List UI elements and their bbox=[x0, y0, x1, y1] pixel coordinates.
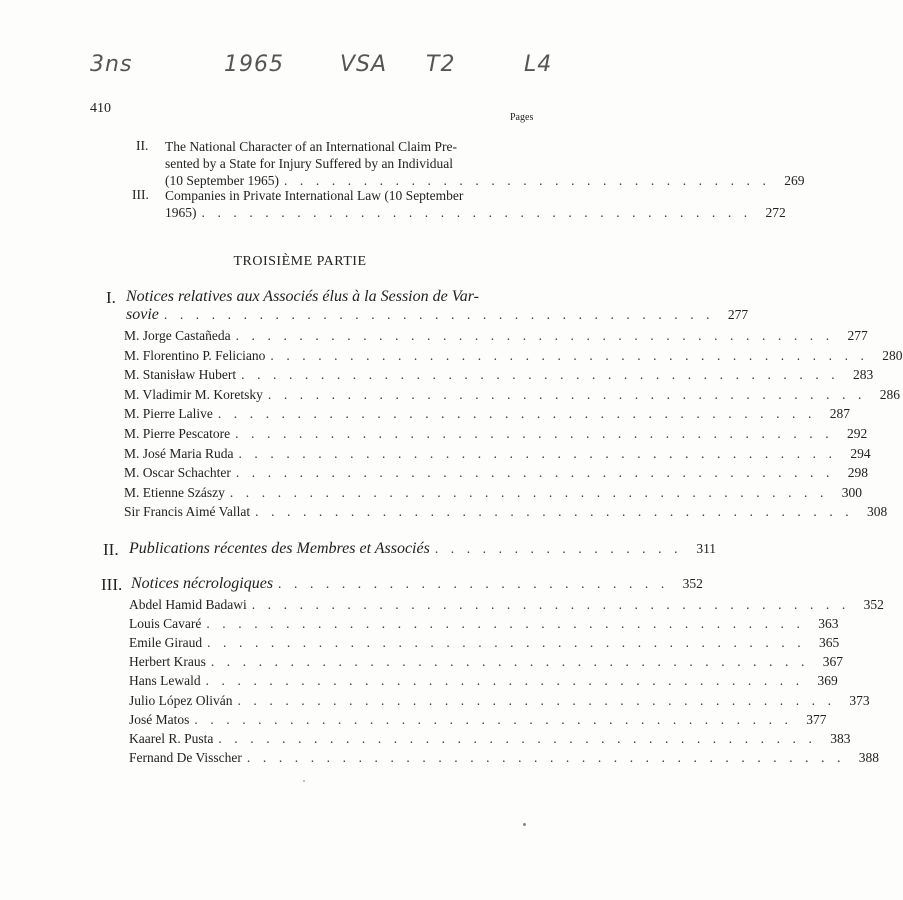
leader-dots: . . . . . . . . . . . . . . . . . . . . . . . . . . . . . . . . . . . . . . bbox=[251, 597, 850, 612]
toc-item-name: M. Florentino P. Feliciano bbox=[124, 347, 266, 363]
speck bbox=[523, 823, 526, 826]
toc-item[interactable] bbox=[124, 347, 903, 364]
page-ref: 352 bbox=[863, 597, 884, 612]
toc-item-name: M. José Maria Ruda bbox=[124, 445, 234, 461]
leader-dots: . . . . . . . . . . . . . . . . . . . . . . . . . . . . . . . . . . . . . . bbox=[205, 673, 804, 689]
entry-roman-iii: III. bbox=[132, 187, 149, 202]
page-ref: 280 bbox=[882, 347, 903, 363]
page-ref: 286 bbox=[879, 386, 900, 402]
toc-item[interactable] bbox=[124, 367, 874, 383]
toc-item-name: M. Pierre Pescatore bbox=[124, 426, 231, 441]
toc-item[interactable] bbox=[129, 749, 880, 766]
toc-item[interactable] bbox=[129, 673, 838, 689]
toc-item[interactable] bbox=[129, 730, 851, 747]
leader-dots: . . . . . . . . . . . . . . . . . . . . . . . . . . . . . . . . . . . . . . bbox=[238, 445, 837, 461]
handwritten-note-2: 1965 bbox=[224, 52, 284, 77]
leader-dots: . . . . . . . . . . . . . . . . . . . . . . . . . . . . . . . . . . . . . . bbox=[194, 711, 793, 727]
page-ref: 352 bbox=[682, 576, 703, 591]
leader-dots: . . . . . . . . . . . . . . . . . . . . . . . . . . . . . . . . . . . . . . bbox=[267, 386, 866, 402]
leader-dots: . . . . . . . . . . . . . . . . . . . . . . . . . . . . . . . . . . . . . . bbox=[217, 406, 816, 422]
toc-item-name: M. Pierre Lalive bbox=[124, 406, 213, 422]
toc-item-name: Hans Lewald bbox=[129, 673, 201, 689]
leader-dots: . . . . . . . . . . . . . . . . . . . . . . . . . . . . . . . bbox=[283, 173, 771, 188]
entry-line: Companies in Private International Law (10 September bbox=[165, 188, 464, 203]
toc-item-name: Sir Francis Aimé Vallat bbox=[124, 504, 251, 520]
leader-dots: . . . . . . . . . . . . . . . . . . . . . . . . . . . . . . . . . . . bbox=[201, 205, 752, 220]
leader-dots: . . . . . . . . . . . . . . . . . . . . . . . . . . . . . . . . . . . . . . bbox=[235, 426, 834, 441]
page-ref: 308 bbox=[867, 504, 888, 520]
toc-item-name: M. Oscar Schachter bbox=[124, 465, 231, 481]
leader-dots: . . . . . . . . . . . . . . . . . . . . . . . . . . . . . . . . . . . . . . bbox=[207, 635, 806, 651]
entry-roman-ii: II. bbox=[136, 138, 149, 153]
section-roman-ii: II. bbox=[103, 540, 119, 559]
section-title-publications[interactable] bbox=[129, 540, 717, 558]
page-ref: 294 bbox=[850, 445, 871, 461]
speck bbox=[303, 780, 305, 782]
toc-item-name: Herbert Kraus bbox=[129, 654, 206, 670]
page-ref: 383 bbox=[830, 730, 851, 746]
toc-item[interactable] bbox=[124, 426, 868, 442]
leader-dots: . . . . . . . . . . . . . . . . . . . . . . . . . . . . . . . . . . . . . . bbox=[241, 367, 840, 383]
leader-dots: . . . . . . . . . . . . . . . . . . . . . . . . . . . . . . . . . . . . . . bbox=[235, 328, 834, 343]
page-ref: 363 bbox=[818, 616, 839, 632]
section-roman-iii: III. bbox=[101, 575, 123, 594]
entry-line: sented by a State for Injury Suffered by an Individual bbox=[165, 156, 454, 171]
leader-dots: . . . . . . . . . . . . . . . . . . . . . . . . . . . . . . . . . . . . . . bbox=[218, 730, 817, 746]
leader-dots: . . . . . . . . . . . . . . . . . . . . . . . . . . . . . . . . . . . . . . bbox=[210, 654, 809, 670]
section-title-line: sovie bbox=[126, 306, 159, 323]
page-ref: 377 bbox=[806, 711, 827, 727]
toc-item-name: M. Vladimir M. Koretsky bbox=[124, 386, 263, 402]
page-ref: 292 bbox=[846, 426, 868, 441]
page-ref: 283 bbox=[853, 367, 874, 383]
toc-item-name: M. Stanisław Hubert bbox=[124, 367, 237, 383]
toc-item-name: Fernand De Visscher bbox=[129, 749, 242, 765]
toc-item[interactable] bbox=[124, 328, 868, 344]
toc-item-name: Emile Giraud bbox=[129, 635, 203, 651]
pages-column-header: Pages bbox=[510, 112, 534, 123]
toc-item[interactable] bbox=[124, 406, 850, 422]
page-ref: 287 bbox=[829, 406, 850, 422]
toc-item[interactable] bbox=[129, 711, 827, 728]
page-ref: 367 bbox=[822, 654, 843, 670]
handwritten-note-3: VSA bbox=[340, 52, 388, 77]
toc-item[interactable] bbox=[129, 616, 839, 632]
handwritten-note-1: 3ns bbox=[90, 52, 133, 77]
leader-dots: . . . . . . . . . . . . . . . . bbox=[434, 541, 683, 556]
toc-item-name: M. Etienne Szászy bbox=[124, 484, 225, 500]
page-ref: 311 bbox=[696, 541, 717, 556]
part-heading: TROISIÈME PARTIE bbox=[233, 254, 367, 269]
section-title-line: Notices relatives aux Associés élus à la Session de Var- bbox=[126, 288, 479, 305]
toc-item-name: Julio López Oliván bbox=[129, 692, 233, 708]
page-ref: 300 bbox=[841, 484, 862, 500]
page-ref: 269 bbox=[784, 173, 805, 188]
handwritten-note-4: T2 bbox=[426, 52, 456, 77]
section-roman-i: I. bbox=[106, 288, 116, 307]
section-title-necrologiques[interactable] bbox=[131, 575, 703, 593]
leader-dots: . . . . . . . . . . . . . . . . . . . . . . . . . . . . . . . . . . . . . . bbox=[229, 484, 828, 500]
page-ref: 298 bbox=[847, 465, 868, 481]
toc-item[interactable] bbox=[129, 635, 840, 651]
page-ref: 369 bbox=[817, 673, 838, 689]
handwritten-note-5: L4 bbox=[524, 52, 553, 77]
page-ref: 373 bbox=[849, 692, 870, 708]
leader-dots: . . . . . . . . . . . . . . . . . . . . . . . . . . . . . . . . . . . bbox=[163, 307, 715, 322]
toc-item[interactable] bbox=[129, 597, 884, 613]
leader-dots: . . . . . . . . . . . . . . . . . . . . . . . . . . . . . . . . . . . . . . bbox=[255, 504, 854, 520]
section-title-notices-associes[interactable] bbox=[126, 288, 749, 324]
entry-line: (10 September 1965) bbox=[165, 173, 279, 188]
leader-dots: . . . . . . . . . . . . . . . . . . . . . . . . . bbox=[278, 576, 669, 591]
section-title-line: Publications récentes des Membres et Associés bbox=[129, 540, 430, 557]
page-ref: 365 bbox=[818, 635, 840, 651]
page-ref: 272 bbox=[765, 205, 786, 220]
leader-dots: . . . . . . . . . . . . . . . . . . . . . . . . . . . . . . . . . . . . . . bbox=[270, 347, 869, 363]
toc-item-name: M. Jorge Castañeda bbox=[124, 328, 231, 343]
toc-item[interactable] bbox=[124, 484, 862, 501]
page-ref: 277 bbox=[727, 307, 749, 322]
toc-item[interactable] bbox=[129, 692, 870, 709]
entry-line: The National Character of an International Claim Pre- bbox=[165, 139, 458, 154]
leader-dots: . . . . . . . . . . . . . . . . . . . . . . . . . . . . . . . . . . . . . . bbox=[246, 749, 846, 765]
section-title-line: Notices nécrologiques bbox=[131, 575, 274, 592]
entry-line: 1965) bbox=[165, 205, 197, 220]
page-ref: 388 bbox=[858, 749, 880, 765]
page-number: 410 bbox=[90, 101, 111, 116]
toc-item-name: José Matos bbox=[129, 711, 190, 727]
leader-dots: . . . . . . . . . . . . . . . . . . . . . . . . . . . . . . . . . . . . . . bbox=[235, 465, 834, 481]
leader-dots: . . . . . . . . . . . . . . . . . . . . . . . . . . . . . . . . . . . . . . bbox=[237, 692, 836, 708]
toc-entry-national-character[interactable] bbox=[165, 138, 805, 189]
toc-item[interactable] bbox=[124, 465, 868, 481]
toc-item-name: Abdel Hamid Badawi bbox=[129, 597, 247, 612]
page-ref: 277 bbox=[847, 328, 868, 343]
toc-item[interactable] bbox=[124, 445, 871, 462]
toc-item[interactable] bbox=[129, 654, 843, 670]
toc-item-name: Louis Cavaré bbox=[129, 616, 202, 632]
toc-entry-companies[interactable] bbox=[165, 187, 786, 221]
leader-dots: . . . . . . . . . . . . . . . . . . . . . . . . . . . . . . . . . . . . . . bbox=[206, 616, 805, 632]
toc-item[interactable] bbox=[124, 504, 888, 520]
toc-item[interactable] bbox=[124, 386, 900, 403]
toc-item-name: Kaarel R. Pusta bbox=[129, 730, 214, 746]
